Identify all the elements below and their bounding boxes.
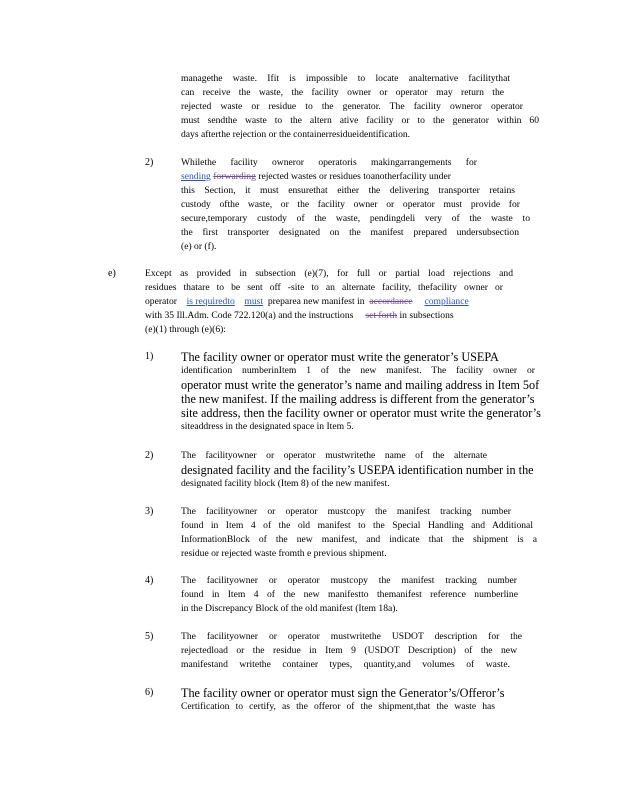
item-label: 4): [145, 575, 154, 586]
text-line: found in Item 4 of the old manifest to the Special Handling and Additional: [181, 520, 533, 531]
inserted-text: sending: [181, 171, 211, 182]
text-line: [181, 170, 451, 184]
text-line: The facilityowner or operator mustwritethe name of the alternate: [181, 450, 487, 461]
text-line: The facility owner or operator must sign the Generator’s/Offeror’s: [181, 686, 505, 700]
text-line: this Section, it must ensurethat either the delivering transporter retains: [181, 185, 515, 196]
text-line: can receive the waste, the facility owner or operator may return the: [181, 87, 504, 98]
text-line: days afterthe rejection or the containerresidueidentification.: [181, 129, 411, 140]
text-line: the new manifest. If the mailing address is different from the generator’s: [181, 392, 535, 406]
item-label: 2): [145, 157, 154, 168]
text-line: Except as provided in subsection (e)(7), for full or partial load rejections and: [145, 268, 513, 279]
text-line: custody ofthe waste, or the facility owner or operator must provide for: [181, 199, 520, 210]
item-label: e): [108, 268, 116, 279]
item-label: 1): [145, 351, 154, 362]
text-line: Whilethe facility owneror operatoris makingarrangements for: [181, 157, 477, 168]
deleted-text: set forth: [365, 310, 398, 321]
text-line: secure,temporary custody of the waste, pendingdeli very of the waste to: [181, 213, 530, 224]
text-line: The facilityowner or operator mustwritethe USDOT description for the: [181, 631, 522, 642]
item-label: 2): [145, 450, 154, 461]
text-line: residue or rejected waste fromth e previous shipment.: [181, 548, 387, 559]
text-line: (e)(1) through (e)(6):: [145, 324, 226, 335]
text-line: The facilityowner or operator mustcopy the manifest tracking number: [181, 506, 511, 517]
text-line: the first transporter designated on the manifest prepared undersubsection: [181, 227, 519, 238]
text-line: designated facility and the facility’s USEPA identification number in the: [181, 463, 534, 477]
text-line: (e) or (f).: [181, 241, 217, 252]
item-label: 3): [145, 506, 154, 517]
text-segment: in subsections: [399, 310, 454, 321]
text-line: manifestand writethe container types, quantity,and volumes of waste.: [181, 659, 510, 670]
text-line: in the Discrepancy Block of the old manifest (Item 18a).: [181, 603, 398, 614]
deleted-text: accordance: [369, 296, 413, 307]
text-line: must sendthe waste to the altern ative facility or to the generator within 60: [181, 115, 539, 126]
text-line: residues thatare to be sent off -site to an alternate facility, thefacility owner or: [145, 282, 503, 293]
deleted-text: forwarding: [213, 171, 256, 182]
text-segment: with 35 Ill.Adm. Code 722.120(a) and the instructions: [145, 310, 354, 321]
text-line: rejectedload or the residue in Item 9 (USDOT Description) of the new: [181, 645, 517, 656]
text-line: rejected waste or residue to the generator. The facility owneror operator: [181, 101, 523, 112]
item-label: 6): [145, 687, 154, 698]
text-line: Certification to certify, as the offeror of the shipment,that the waste has: [181, 701, 495, 712]
text-line: designated facility block (Item 8) of the new manifest.: [181, 478, 390, 489]
text-line: operator must write the generator’s name and mailing address in Item 5of: [181, 378, 540, 392]
text-segment: operator: [145, 296, 177, 307]
item-label: 5): [145, 631, 154, 642]
inserted-text: compliance: [424, 296, 469, 307]
inserted-text: is requiredto: [186, 296, 235, 307]
text-segment: rejected wastes or residues toanotherfacility under: [258, 171, 451, 182]
text-line: site address, then the facility owner or operator must write the generator’s: [181, 406, 541, 420]
text-line: [145, 309, 454, 323]
text-line: managethe waste. Ifit is impossible to locate analternative facilitythat: [181, 73, 510, 84]
text-line: The facility owner or operator must write the generator’s USEPA: [181, 350, 499, 364]
text-line: InformationBlock of the new manifest, and indicate that the shipment is a: [181, 534, 537, 545]
text-line: [145, 295, 469, 309]
text-line: found in Item 4 of the new manifestto themanifest reference numberline: [181, 589, 518, 600]
text-line: siteaddress in the designated space in Item 5.: [181, 421, 354, 432]
text-line: The facilityowner or operator mustcopy the manifest tracking number: [181, 575, 517, 586]
inserted-text: must: [244, 296, 264, 307]
text-line: identification numberinItem 1 of the new manifest. The facility owner or: [181, 365, 535, 376]
text-segment: preparea new manifest in: [267, 296, 365, 307]
